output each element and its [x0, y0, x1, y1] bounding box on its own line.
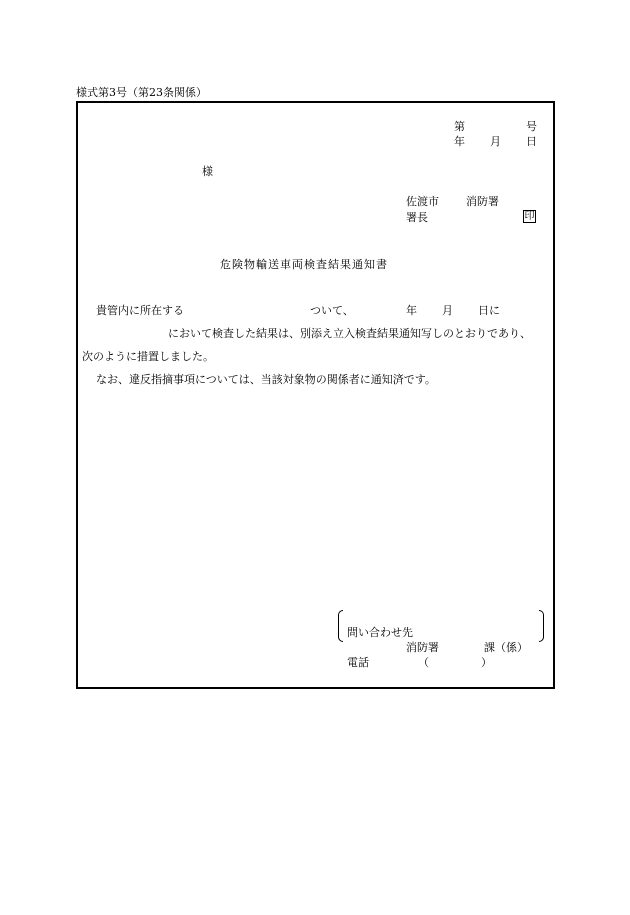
form-number: 様式第3号（第23条関係） — [76, 86, 207, 99]
recipient-honorific: 様 — [202, 165, 213, 178]
number-prefix: 第 — [454, 120, 465, 133]
body-line2: において検査した結果は、別添え立入検査結果通知写しのとおりであり、 — [168, 327, 531, 340]
body-line1-b: ついて、 — [310, 304, 354, 317]
contact-label: 問い合わせ先 — [347, 626, 413, 639]
contact-paren-close: ） — [481, 656, 492, 669]
contact-bracket-right — [539, 610, 544, 642]
seal-stamp: 印 — [524, 211, 535, 222]
date-day: 日 — [526, 135, 537, 148]
document-title: 危険物輸送車両検査結果通知書 — [220, 258, 388, 271]
body-line3: 次のように措置しました。 — [82, 350, 214, 363]
contact-paren-open: （ — [418, 656, 429, 669]
contact-section: 課（係） — [484, 641, 528, 654]
date-year: 年 — [454, 135, 465, 148]
body-line1-a: 貴管内に所在する — [96, 304, 184, 317]
body-line1-year: 年 — [406, 304, 417, 317]
sender-fire-station: 消防署 — [466, 195, 499, 208]
form-frame — [76, 101, 555, 689]
contact-bracket-left — [338, 610, 343, 642]
number-suffix: 号 — [526, 120, 537, 133]
contact-fire-station: 消防署 — [406, 641, 439, 654]
contact-phone-label: 電話 — [347, 656, 369, 669]
sender-city: 佐渡市 — [406, 195, 439, 208]
date-month: 月 — [490, 135, 501, 148]
body-line1-day: 日に — [478, 304, 500, 317]
body-line4: なお、違反指摘事項については、当該対象物の関係者に通知済です。 — [96, 373, 436, 386]
sender-title: 署長 — [406, 211, 428, 224]
body-line1-month: 月 — [442, 304, 453, 317]
